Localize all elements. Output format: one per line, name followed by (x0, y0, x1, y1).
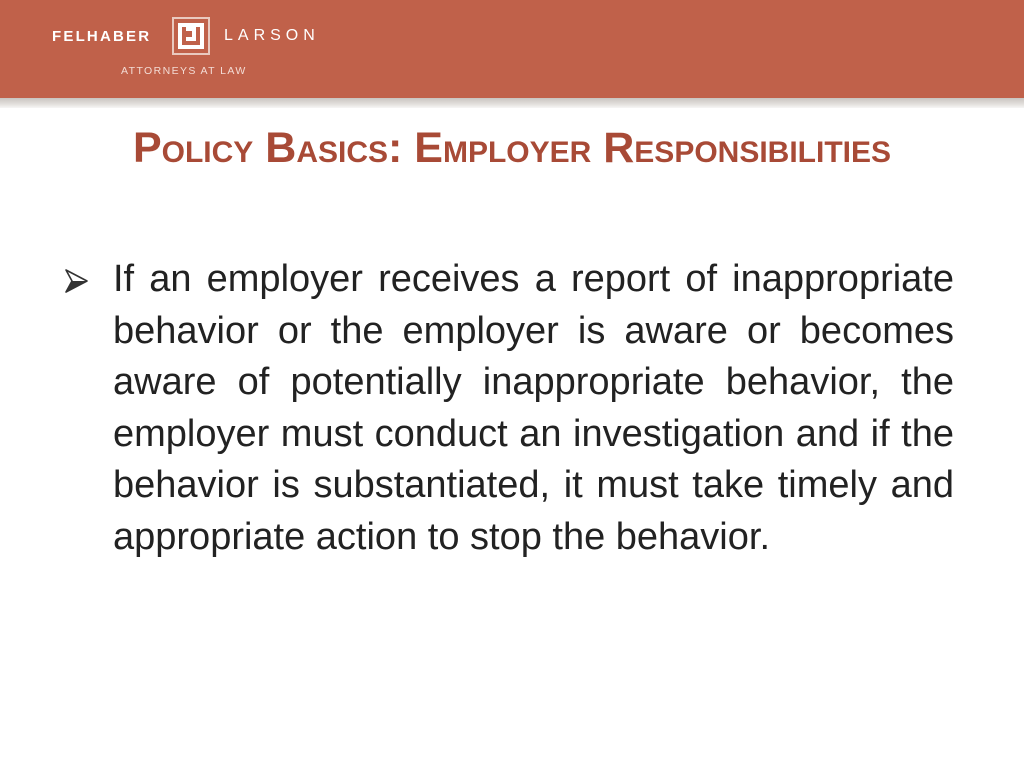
bullet-list (62, 254, 954, 563)
logo-wordmark-left: FELHABER (52, 28, 152, 45)
logo-tagline: ATTORNEYS AT LAW (121, 65, 247, 77)
logo-wordmark-right: LARSON (224, 27, 320, 44)
header-band (0, 0, 1024, 98)
slide-title: Policy Basics: Employer Responsibilities (132, 124, 892, 172)
bullet-text: If an employer receives a report of inappropriate behavior or the employer is aware or becomes aware of potentially inappropriate behavior, the employer must conduct an investigation and if the behavior is substantiated, it must take timely and appropriate action to stop the behavior. (113, 258, 954, 558)
arrow-bullet-icon (62, 267, 90, 295)
header-divider (0, 98, 1024, 108)
felhaber-larson-logo-icon (172, 17, 210, 55)
bullet-item (62, 254, 954, 563)
